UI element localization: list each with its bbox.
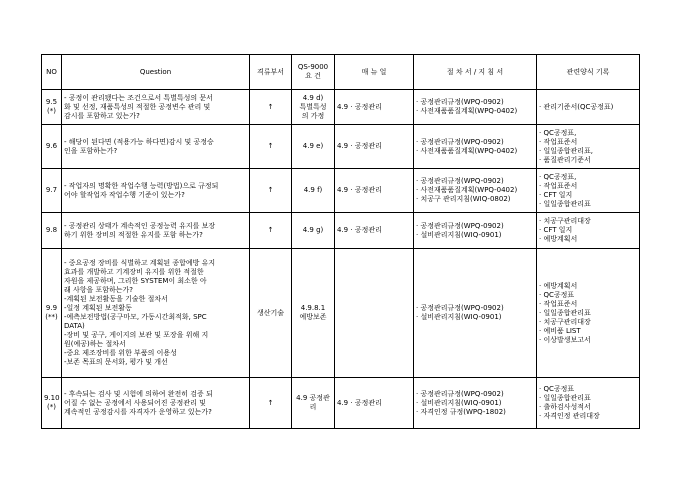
- header-forms: 관련양식 기록: [537, 55, 640, 90]
- row-forms-line: · CFT 일지: [539, 190, 573, 199]
- row-qs-requirement: [292, 125, 335, 169]
- row-forms-line: · 품질관리기준서: [539, 155, 591, 164]
- row-qs-requirement-line: 4.9 f): [303, 186, 323, 194]
- table-row: [42, 249, 640, 378]
- row-manual-line: 4.9 · 공정관리: [337, 142, 382, 150]
- row-manual: [335, 249, 414, 378]
- header-row: [42, 55, 640, 90]
- row-question-line: 효과를 개발하고 기계장비 유지를 위한 적절한: [64, 268, 204, 276]
- row-question-line: 어질 수 없는 공정에서 사용되어진 공정관리 및: [64, 398, 206, 407]
- row-no-line: 9.6: [45, 142, 58, 150]
- row-forms: [537, 213, 640, 249]
- row-dept: [250, 169, 292, 213]
- row-forms-line: · 작업표준서: [539, 181, 578, 190]
- row-procedures-line: · 설비관리지침(WIQ-0901): [416, 313, 502, 321]
- row-forms-line: · QC공정표,: [539, 128, 577, 137]
- row-procedures-line: · 공정관리규정(WPQ-0902): [416, 389, 504, 398]
- row-question-line: -중요 제조장비를 위한 부품의 이용성: [64, 349, 177, 357]
- row-forms-line: · 일일종합관리표: [539, 308, 591, 317]
- table-row: [42, 378, 640, 429]
- row-qs-requirement-line: 의 가정: [301, 111, 325, 120]
- row-question-line: - 후속되는 검사 및 시험에 의하여 완전히 검증 되: [64, 389, 213, 398]
- row-question: [62, 249, 250, 378]
- row-manual-line: 4.9 · 공정관리: [337, 102, 382, 111]
- row-question: [62, 125, 250, 169]
- row-dept: [250, 125, 292, 169]
- row-forms-line: · 예방계획서: [539, 235, 578, 243]
- table-row: [42, 169, 640, 213]
- row-no-line: 9.10: [44, 394, 60, 402]
- row-forms-line: · QC공정표,: [539, 172, 577, 181]
- row-qs-requirement-line: 예방보존: [299, 313, 327, 321]
- row-manual-line: 4.9 · 공정관리: [337, 186, 382, 194]
- row-no-line: 9.9: [45, 304, 58, 312]
- row-no-line: 9.8: [45, 226, 58, 234]
- row-forms-line: · CFT 일지: [539, 226, 573, 234]
- row-manual: [335, 213, 414, 249]
- row-forms-line: · 관리기준서(QC공정표): [539, 102, 614, 111]
- row-procedures-line: · 설비관리지침(WIQ-0901): [416, 398, 502, 407]
- row-question-line: - 작업자의 명확한 작업수행 능력(방법)으로 규정되: [64, 181, 219, 190]
- row-question-line: -보존 목표의 문서화, 평가 및 개선: [64, 358, 168, 366]
- row-forms: [537, 125, 640, 169]
- row-procedures-line: · 공정관리규정(WPQ-0902): [416, 221, 504, 230]
- row-qs-requirement: [292, 378, 335, 429]
- row-qs-requirement: [292, 90, 335, 125]
- row-question: [62, 90, 250, 125]
- row-forms-line: · 자격인정 관리대장: [539, 412, 600, 420]
- row-qs-requirement-line: 4.9 d): [302, 93, 324, 102]
- row-no-line: (*): [47, 403, 56, 411]
- table-body: [42, 90, 640, 429]
- header-procedure: 절 차 서 / 지 침 서: [414, 55, 537, 90]
- row-forms-line: · 작업표준서: [539, 299, 578, 308]
- row-dept: [250, 90, 292, 125]
- header-qs-code: QS-9000: [297, 63, 329, 71]
- row-question-line: 어야 할작업자 작업수행 기준이 있는가?: [64, 190, 185, 199]
- row-dept-line: ↑: [267, 186, 274, 194]
- row-manual: [335, 378, 414, 429]
- row-manual: [335, 90, 414, 125]
- row-manual: [335, 169, 414, 213]
- row-procedures: [414, 213, 537, 249]
- row-manual-line: 4.9 · 공정관리: [337, 226, 382, 234]
- row-question-line: - 공정관리 상태가 계속적인 공정능력 유지를 보장: [64, 221, 216, 230]
- row-question-line: - 해당이 된다면 (적용가능 하다면)감시 및 공정승: [64, 137, 214, 146]
- row-qs-requirement-line: 4.9 g): [302, 226, 324, 234]
- row-no: [42, 213, 62, 249]
- row-no: [42, 90, 62, 125]
- row-procedures-line: · 공정관리규정(WPQ-0902): [416, 98, 504, 106]
- row-forms: [537, 90, 640, 125]
- row-procedures: [414, 378, 537, 429]
- row-dept-line: ↑: [267, 102, 274, 111]
- row-procedures: [414, 125, 537, 169]
- row-question-line: -장비 및 공구, 게이지의 보관 및 포장을 위해 지: [64, 331, 209, 339]
- header-no: NO: [42, 55, 62, 90]
- row-procedures-line: · 치공구 관리지침(WIQ-0802): [416, 195, 511, 203]
- row-question-line: 화 및 선정, 재품특성의 적절한 공정변수 관리 및: [64, 102, 211, 111]
- row-dept-line: ↑: [267, 142, 274, 150]
- row-dept: [250, 249, 292, 378]
- header-qs-req: 요 건: [305, 72, 321, 80]
- row-qs-requirement: [292, 169, 335, 213]
- row-procedures: [414, 90, 537, 125]
- header-qs-requirement: [292, 55, 335, 90]
- row-procedures-line: · 사전재품품질계획(WPQ-0402): [416, 146, 518, 155]
- row-procedures-line: · 사전재품품질계획(WPQ-0402): [416, 107, 518, 115]
- row-question-line: DATA): [64, 322, 85, 330]
- row-question-line: -계획된 보전활동을 기술한 절차서: [64, 295, 168, 303]
- row-manual: [335, 125, 414, 169]
- row-question-line: 하기 위한 장비의 적절한 유지를 포함 하는가?: [64, 230, 203, 239]
- row-no-line: (**): [45, 313, 58, 321]
- row-forms-line: · 출하검사성적서: [539, 403, 591, 411]
- row-procedures-line: · 자격인정 규정(WPQ-1802): [416, 407, 506, 416]
- row-qs-requirement: [292, 213, 335, 249]
- row-procedures: [414, 169, 537, 213]
- row-dept-line: 생산기술: [256, 308, 285, 317]
- row-procedures-line: · 공정관리규정(WPQ-0902): [416, 304, 504, 312]
- row-no-line: 9.7: [45, 186, 58, 194]
- row-forms-line: · 일일종합관리표: [539, 394, 591, 402]
- row-forms: [537, 249, 640, 378]
- row-question-line: 원(예공)하는 절차서: [64, 340, 126, 348]
- row-procedures-line: · 설비관리지침(WIQ-0901): [416, 230, 502, 239]
- row-question-line: 인을 포함하는가?: [64, 146, 118, 155]
- row-qs-requirement-line: 특별특성: [299, 102, 327, 111]
- row-question-line: 래 사항을 포함하는가?: [64, 286, 134, 294]
- header-manual: 매 뉴 얼: [335, 55, 414, 90]
- row-forms-line: · 이상발생보고서: [539, 335, 591, 344]
- row-forms: [537, 378, 640, 429]
- row-forms-line: · 작업표준서: [539, 137, 578, 146]
- row-question-line: -일정 계획된 보전활동: [64, 304, 132, 312]
- header-dept: 격류부서: [250, 55, 292, 90]
- row-qs-requirement-line: 4.9 e): [302, 142, 324, 150]
- row-dept: [250, 378, 292, 429]
- row-forms-line: · 치공구관리대장: [539, 317, 591, 326]
- table-row: [42, 90, 640, 125]
- row-no-line: 9.5: [45, 98, 58, 106]
- row-forms: [537, 169, 640, 213]
- checklist-table: [41, 54, 640, 429]
- row-question-line: 자원을 제공하며, 그리한 SYSTEM이 최소한 아: [64, 277, 207, 285]
- row-question-line: - 공정이 관리됐다는 조건으로서 특별특성의 문서: [64, 93, 213, 102]
- row-forms-line: · 치공구관리대장: [539, 217, 591, 225]
- row-question: [62, 378, 250, 429]
- row-question: [62, 169, 250, 213]
- row-forms-line: · 예비품 LIST: [539, 326, 581, 335]
- row-dept-line: ↑: [267, 226, 274, 234]
- row-question-line: 계속적인 공정감시를 자격자가 운영하고 있는가?: [64, 407, 212, 416]
- row-procedures-line: · 사전재품품질계획(WPQ-0402): [416, 186, 518, 194]
- row-qs-requirement-line: 4.9.8.1: [300, 304, 326, 312]
- row-question-line: - 중요공정 장비를 식별하고 계획된 종합예방 유지: [64, 259, 216, 267]
- header-question: Question: [62, 55, 250, 90]
- row-dept-line: ↑: [267, 398, 274, 407]
- row-no: [42, 169, 62, 213]
- table-row: [42, 213, 640, 249]
- row-question-line: -예측보전방법(공구마모, 가동시간최적화, SPC: [64, 313, 207, 321]
- row-procedures-line: · 공정관리규정(WPQ-0902): [416, 177, 504, 185]
- row-forms-line: · 일일종합관리표: [539, 199, 591, 208]
- row-forms-line: · QC공정표: [539, 290, 575, 299]
- row-question-line: 감시를 포함하고 있는가?: [64, 111, 140, 120]
- row-procedures: [414, 249, 537, 378]
- row-procedures-line: · 공정관리규정(WPQ-0902): [416, 137, 504, 146]
- row-qs-requirement-line: 4.9 공정관리: [296, 394, 330, 411]
- row-question: [62, 213, 250, 249]
- row-forms-line: · QC공정표: [539, 385, 575, 393]
- table-row: [42, 125, 640, 169]
- row-dept: [250, 213, 292, 249]
- row-no: [42, 378, 62, 429]
- row-forms-line: · 예방계획서: [539, 281, 578, 290]
- row-no: [42, 125, 62, 169]
- row-manual-line: 4.9 · 공정관리: [337, 398, 382, 407]
- row-forms-line: · 일일종합관리표,: [539, 146, 594, 155]
- row-no: [42, 249, 62, 378]
- row-no-line: (*): [47, 107, 56, 115]
- row-qs-requirement: [292, 249, 335, 378]
